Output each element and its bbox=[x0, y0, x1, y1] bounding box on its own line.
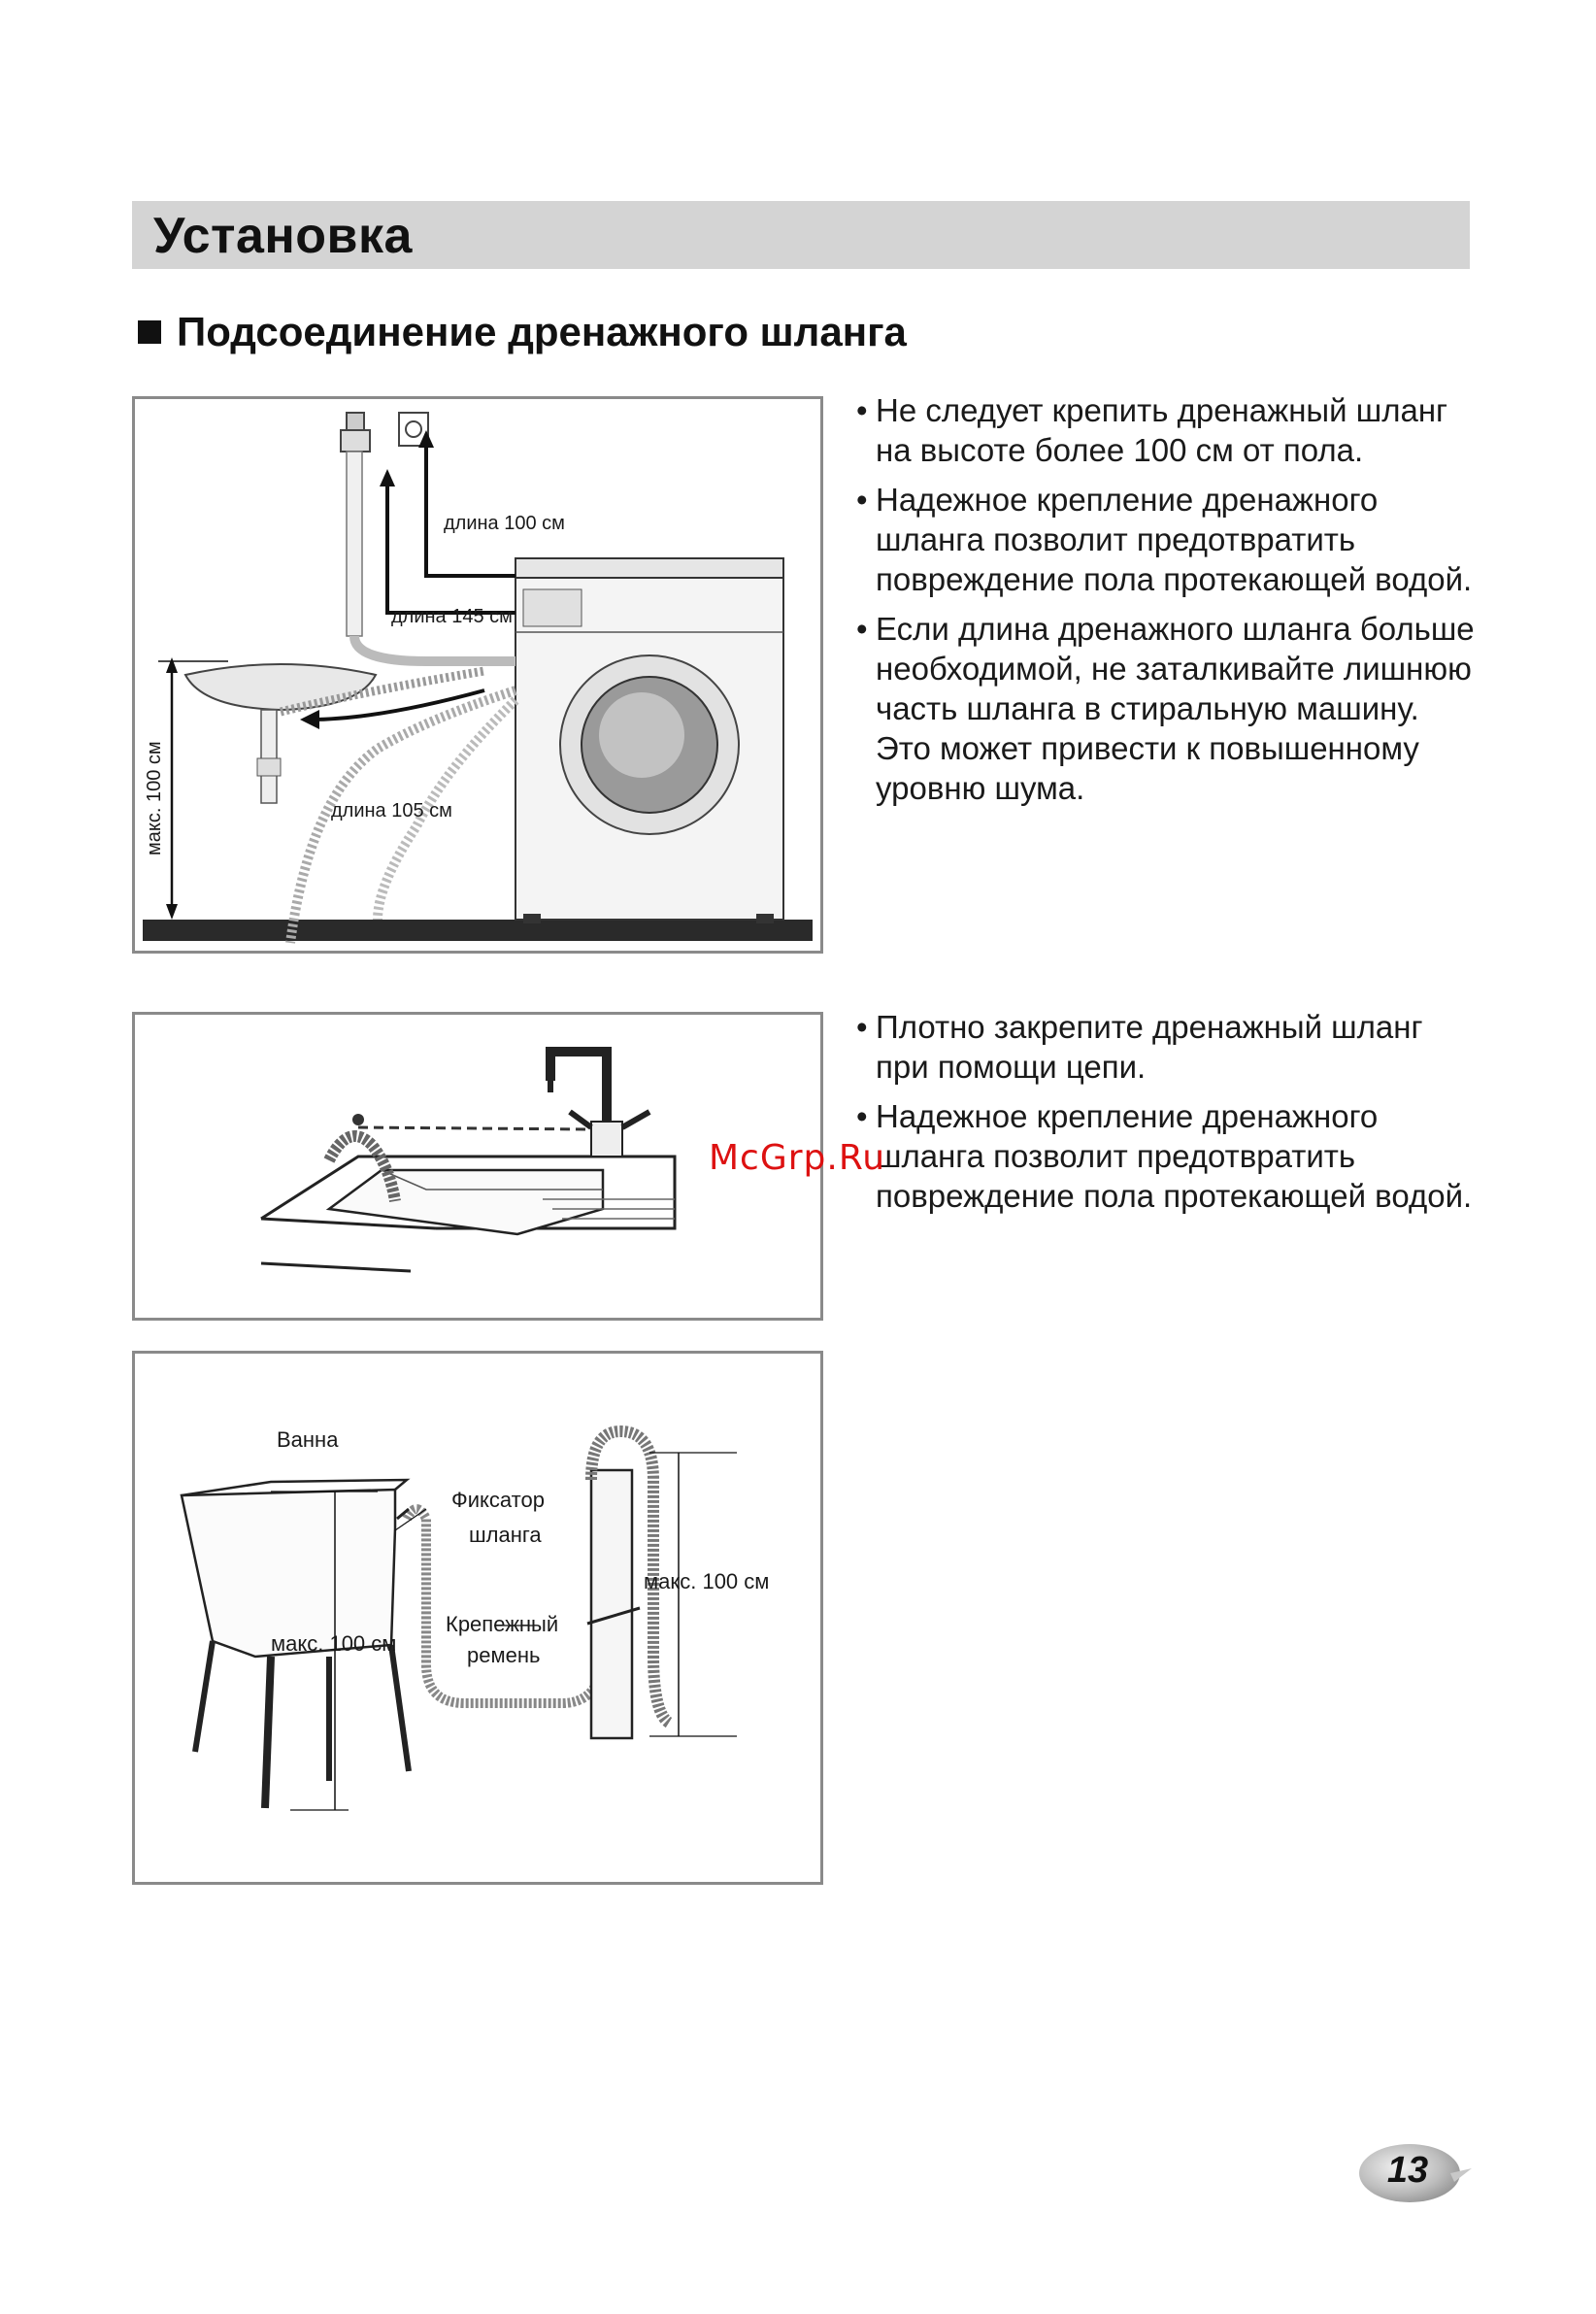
tub-standpipe-diagram bbox=[132, 1351, 823, 1885]
label-length-145: длина 145 см bbox=[391, 606, 513, 627]
label-max-right: макс. 100 см bbox=[644, 1569, 770, 1593]
label-max-left: макс. 100 см bbox=[271, 1631, 397, 1656]
label-bath: Ванна bbox=[277, 1427, 339, 1452]
label-fixer-line1: Фиксатор bbox=[451, 1488, 545, 1512]
instruction-item: • Надежное крепление дренажного шланга позволит предотвратить повреждение пола протекающей водой. bbox=[854, 1096, 1476, 1216]
instructions-list-2 bbox=[854, 1007, 1476, 1225]
label-max-height: макс. 100 см bbox=[144, 741, 165, 855]
square-bullet-icon bbox=[138, 320, 161, 344]
hose-length-illustration bbox=[135, 399, 820, 951]
instructions-list-1 bbox=[854, 390, 1476, 818]
hose-length-diagram bbox=[132, 396, 823, 954]
section-heading bbox=[134, 309, 907, 355]
page-title: Установка bbox=[153, 208, 413, 264]
label-strap-line2: ремень bbox=[467, 1643, 541, 1667]
instruction-item: • Надежное крепление дренажного шланга позволит предотвратить повреждение пола протекающей водой. bbox=[854, 480, 1476, 599]
label-length-105: длина 105 см bbox=[331, 800, 452, 822]
section-title: Подсоединение дренажного шланга bbox=[177, 309, 907, 354]
label-length-100: длина 100 см bbox=[444, 513, 565, 534]
label-fixer-line2: шланга bbox=[469, 1523, 542, 1547]
page-number: 13 bbox=[1386, 2150, 1429, 2191]
header-bar bbox=[132, 201, 1470, 269]
instruction-item: • Плотно закрепите дренажный шланг при помощи цепи. bbox=[854, 1007, 1476, 1087]
tub-standpipe-illustration bbox=[135, 1354, 820, 1882]
instruction-item: • Не следует крепить дренажный шланг на высоте более 100 см от пола. bbox=[854, 390, 1476, 470]
label-strap-line1: Крепежный bbox=[446, 1612, 559, 1636]
instruction-item: • Если длина дренажного шланга больше необходимой, не заталкивайте лишнюю часть шланга в стиральную машину. Это может привести к повышенному уровню шума. bbox=[854, 609, 1476, 808]
watermark: McGrp.Ru bbox=[709, 1138, 886, 1178]
